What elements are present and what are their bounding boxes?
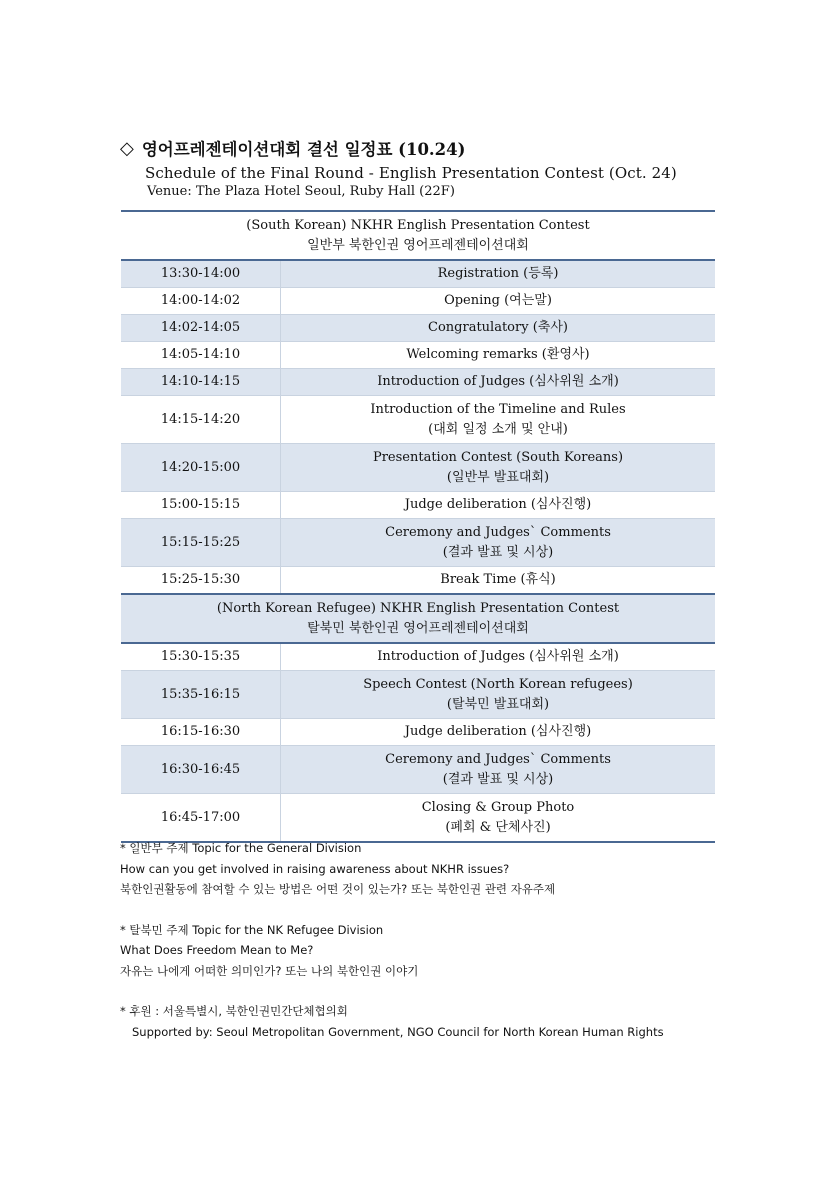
activity-line: Ceremony and Judges` Comments <box>385 751 611 767</box>
schedule-row <box>121 719 715 746</box>
notes-section <box>120 838 720 1042</box>
title-line <box>120 134 720 162</box>
activity-cell <box>281 671 716 719</box>
page-title: 영어프레젠테이션대회 결선 일정표 (10.24) <box>141 140 466 159</box>
diamond-icon: ◇ <box>120 137 134 159</box>
activity-cell <box>281 396 716 444</box>
activity-cell <box>281 369 716 396</box>
sponsor-en: Supported by: Seoul Metropolitan Government, NGO Council for North Korean Human Rights <box>132 1024 664 1039</box>
schedule-table <box>121 210 715 843</box>
schedule-row <box>121 260 715 288</box>
time-cell: 15:15-15:25 <box>121 519 281 567</box>
activity-line: Ceremony and Judges` Comments <box>385 524 611 540</box>
page-subtitle: Schedule of the Final Round - English Presentation Contest (Oct. 24) <box>145 164 677 182</box>
activity-cell <box>281 643 716 671</box>
activity-cell <box>281 260 716 288</box>
time-cell: 15:25-15:30 <box>121 567 281 595</box>
general-topic-en: How can you get involved in raising awareness about NKHR issues? <box>120 861 510 876</box>
schedule-row <box>121 567 715 595</box>
time-cell: 16:45-17:00 <box>121 794 281 843</box>
section-title-ko: 탈북민 북한인권 영어프레젠테이션대회 <box>307 620 529 636</box>
time-cell: 16:15-16:30 <box>121 719 281 746</box>
schedule-row <box>121 396 715 444</box>
time-cell: 14:05-14:10 <box>121 342 281 369</box>
activity-line: (대회 일정 소개 및 안내) <box>428 421 568 437</box>
activity-line: Introduction of the Timeline and Rules <box>370 401 626 417</box>
activity-line: (결과 발표 및 시상) <box>442 544 554 560</box>
schedule-row <box>121 519 715 567</box>
activity-line: Break Time (휴식) <box>440 572 556 587</box>
schedule-row <box>121 671 715 719</box>
time-cell: 14:00-14:02 <box>121 288 281 315</box>
sponsor-ko: * 후원 : 서울특별시, 북한인권민간단체협의회 <box>120 1004 348 1018</box>
activity-line: Judge deliberation (심사진행) <box>404 497 592 512</box>
schedule-row <box>121 492 715 519</box>
activity-cell <box>281 288 716 315</box>
schedule-row <box>121 643 715 671</box>
general-topic-ko: 북한인권활동에 참여할 수 있는 방법은 어떤 것이 있는가? 또는 북한인권 관련 자유주제 <box>120 882 556 896</box>
activity-line: Introduction of Judges (심사위원 소개) <box>377 374 619 389</box>
refugee-topic-en: What Does Freedom Mean to Me? <box>120 943 314 957</box>
activity-cell <box>281 342 716 369</box>
activity-cell <box>281 567 716 595</box>
activity-cell <box>281 746 716 794</box>
activity-line: (폐회 & 단체사진) <box>445 819 551 835</box>
activity-cell <box>281 794 716 843</box>
activity-cell <box>281 444 716 492</box>
refugee-topic-label: * 탈북민 주제 Topic for the NK Refugee Division <box>120 922 384 937</box>
section-title-ko: 일반부 북한인권 영어프레젠테이션대회 <box>307 237 529 253</box>
time-cell: 15:30-15:35 <box>121 643 281 671</box>
schedule-row <box>121 288 715 315</box>
activity-cell <box>281 492 716 519</box>
refugee-topic-ko: 자유는 나에게 어떠한 의미인가? 또는 나의 북한인권 이야기 <box>120 963 419 978</box>
schedule-row <box>121 746 715 794</box>
schedule-row <box>121 369 715 396</box>
activity-line: Welcoming remarks (환영사) <box>406 347 590 362</box>
activity-line: Presentation Contest (South Koreans) <box>372 449 624 465</box>
schedule-row <box>121 342 715 369</box>
time-cell: 14:15-14:20 <box>121 396 281 444</box>
activity-line: Congratulatory (축사) <box>428 320 568 335</box>
activity-cell <box>281 719 716 746</box>
time-cell: 16:30-16:45 <box>121 746 281 794</box>
time-cell: 14:10-14:15 <box>121 369 281 396</box>
activity-line: (탈북민 발표대회) <box>446 696 550 712</box>
time-cell: 14:02-14:05 <box>121 315 281 342</box>
time-cell: 13:30-14:00 <box>121 260 281 288</box>
time-cell: 15:35-16:15 <box>121 671 281 719</box>
document-header <box>120 134 720 202</box>
activity-line: Registration (등록) <box>437 266 559 281</box>
activity-cell <box>281 519 716 567</box>
activity-line: Judge deliberation (심사진행) <box>404 724 592 739</box>
section-header <box>121 211 715 260</box>
schedule-row <box>121 315 715 342</box>
activity-line: Closing & Group Photo <box>421 799 575 815</box>
time-cell: 14:20-15:00 <box>121 444 281 492</box>
activity-line: Opening (여는말) <box>444 293 552 308</box>
time-cell: 15:00-15:15 <box>121 492 281 519</box>
activity-cell <box>281 315 716 342</box>
general-topic-label: * 일반부 주제 Topic for the General Division <box>120 841 362 855</box>
activity-line: (결과 발표 및 시상) <box>442 771 554 787</box>
section-header <box>121 594 715 643</box>
activity-line: (일반부 발표대회) <box>446 469 550 485</box>
schedule-row <box>121 444 715 492</box>
section-title-en: (South Korean) NKHR English Presentation Contest <box>246 217 590 233</box>
section-title-en: (North Korean Refugee) NKHR English Presentation Contest <box>216 600 620 616</box>
activity-line: Speech Contest (North Korean refugees) <box>363 676 633 692</box>
venue-text: Venue: The Plaza Hotel Seoul, Ruby Hall (22F) <box>147 184 455 199</box>
schedule-row <box>121 794 715 843</box>
activity-line: Introduction of Judges (심사위원 소개) <box>377 649 619 664</box>
